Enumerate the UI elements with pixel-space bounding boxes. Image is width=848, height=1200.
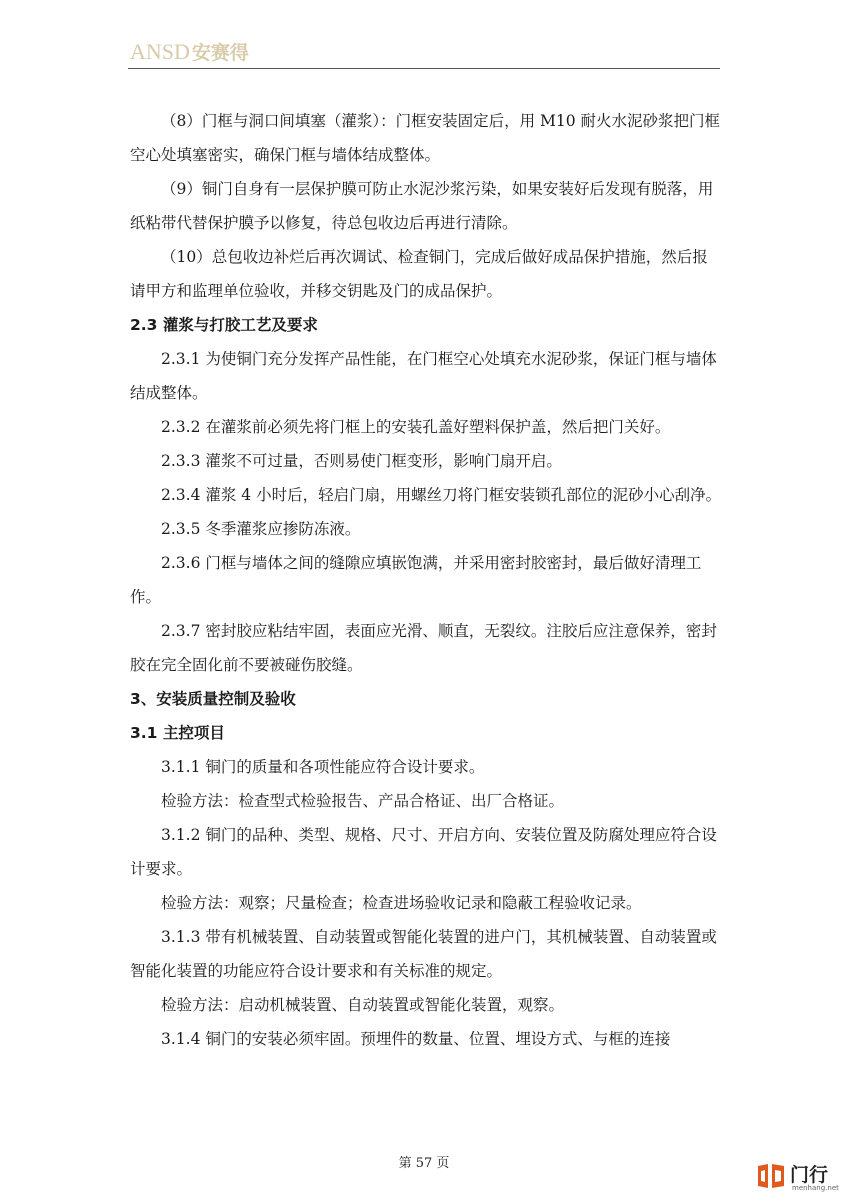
header-divider [128, 68, 720, 69]
logo-latin: ANSD [130, 39, 190, 64]
paragraph-3-1-1: 3.1.1 铜门的质量和各项性能应符合设计要求。 [161, 758, 485, 776]
paragraph-3-1-3: 3.1.3 带有机械装置、自动装置或智能化装置的进户门，其机械装置、自动装置或智能化装置的功能应符合设计要求和有关标准的规定。 [130, 928, 717, 980]
paragraph-10: （10）总包收边补烂后再次调试、检查铜门，完成后做好成品保护措施，然后报请甲方和监理单位验收，并移交钥匙及门的成品保护。 [130, 248, 708, 300]
menhang-logo-icon [756, 1162, 786, 1190]
logo-chinese: 安赛得 [191, 42, 249, 64]
company-logo [130, 38, 249, 65]
document-body [130, 104, 722, 1056]
paragraph-2-3-6: 2.3.6 门框与墙体之间的缝隙应填嵌饱满，并采用密封胶密封，最后做好清理工作。 [130, 554, 702, 606]
paragraph-2-3-7: 2.3.7 密封胶应粘结牢固，表面应光滑、顺直，无裂纹。注胶后应注意保养，密封胶在完全固化前不要被碰伤胶缝。 [130, 622, 717, 674]
watermark [756, 1160, 842, 1194]
inspection-method-3-1-3: 检验方法：启动机械装置、自动装置或智能化装置，观察。 [161, 996, 565, 1014]
page-number: 第 57 页 [398, 1156, 450, 1171]
watermark-url: menhang.net [792, 1184, 839, 1192]
paragraph-2-3-4: 2.3.4 灌浆 4 小时后，轻启门扇，用螺丝刀将门框安装锁孔部位的泥砂小心刮净。 [161, 486, 722, 504]
section-heading-2-3: 2.3 灌浆与打胶工艺及要求 [130, 316, 318, 334]
inspection-method-3-1-2: 检验方法：观察；尺量检查；检查进场验收记录和隐蔽工程验收记录。 [161, 894, 642, 912]
section-heading-3: 3、安装质量控制及验收 [130, 690, 296, 708]
paragraph-2-3-3: 2.3.3 灌浆不可过量，否则易使门框变形，影响门扇开启。 [161, 452, 562, 470]
paragraph-9: （9）铜门自身有一层保护膜可防止水泥沙浆污染，如果安装好后发现有脱落，用纸粘带代替保护膜予以修复，待总包收边后再进行清除。 [130, 180, 714, 232]
paragraph-3-1-2: 3.1.2 铜门的品种、类型、规格、尺寸、开启方向、安装位置及防腐处理应符合设计要求。 [130, 826, 717, 878]
paragraph-3-1-4: 3.1.4 铜门的安装必须牢固。预埋件的数量、位置、埋设方式、与框的连接 [161, 1030, 671, 1048]
section-heading-3-1: 3.1 主控项目 [130, 724, 225, 742]
inspection-method-3-1-1: 检验方法：检查型式检验报告、产品合格证、出厂合格证。 [161, 792, 565, 810]
paragraph-8: （8）门框与洞口间填塞（灌浆）：门框安装固定后，用 M10 耐火水泥砂浆把门框空心处填塞密实，确保门框与墙体结成整体。 [130, 112, 721, 164]
paragraph-2-3-5: 2.3.5 冬季灌浆应掺防冻液。 [161, 520, 361, 538]
watermark-text: 门行 [790, 1164, 829, 1186]
paragraph-2-3-2: 2.3.2 在灌浆前必须先将门框上的安装孔盖好塑料保护盖，然后把门关好。 [161, 418, 671, 436]
paragraph-2-3-1: 2.3.1 为使铜门充分发挥产品性能，在门框空心处填充水泥砂浆，保证门框与墙体结成整体。 [130, 350, 717, 402]
